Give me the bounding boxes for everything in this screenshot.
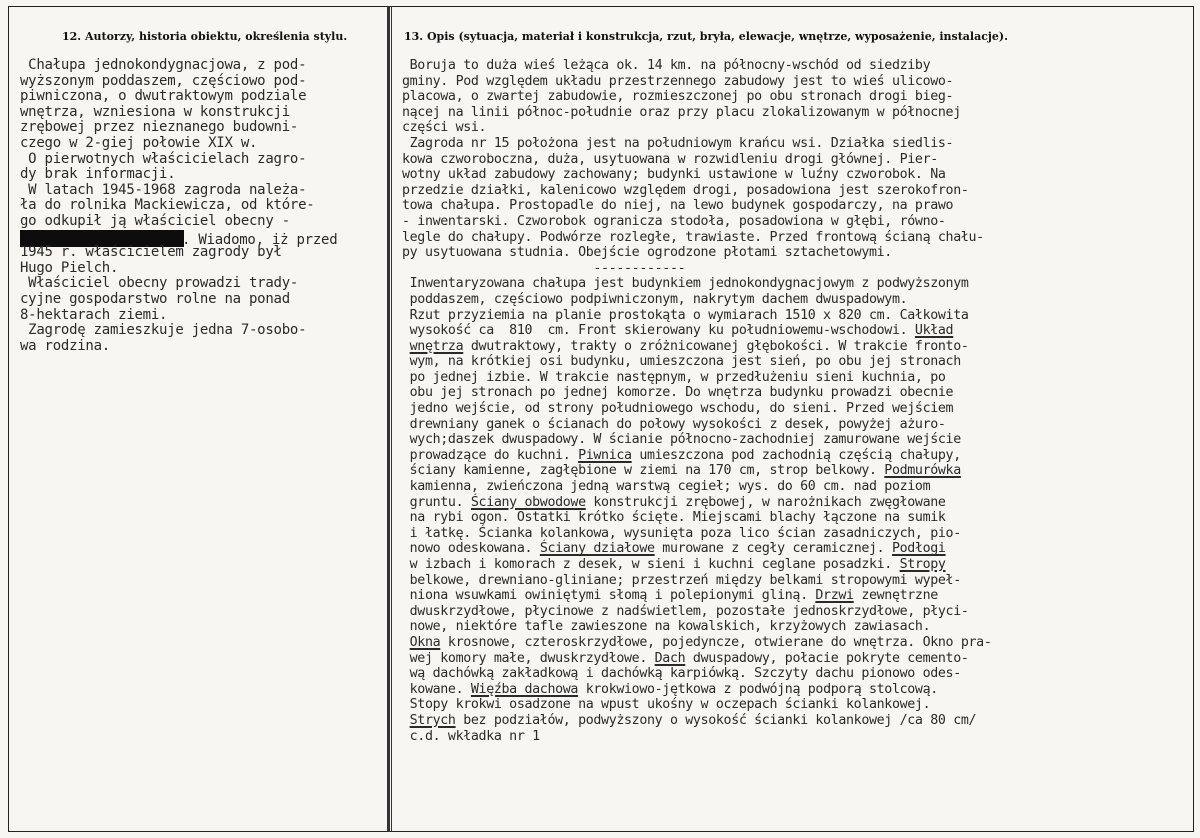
text-segment: i łatkę. Ścianka kolankowa, wysunięta poza lico ścian zasadniczych, pio- <box>402 525 961 541</box>
text-line <box>402 635 1192 651</box>
text-segment: Inwentaryzowana chałupa jest budynkiem jednokondygnacjowym z podwyższonym <box>402 276 969 292</box>
text-line <box>402 339 1192 355</box>
text-line <box>402 619 1192 635</box>
column-divider-inner <box>391 6 392 832</box>
text-line: wnętrza, wzniesiona w konstrukcji <box>20 103 290 120</box>
text-line <box>402 448 1192 464</box>
text-line <box>20 230 382 246</box>
text-segment: niona wsuwkami owiniętymi słomą i polepionymi gliną. <box>402 588 816 604</box>
text-segment: wych;daszek dwuspadowy. W ścianie północno-zachodniej zamurowane wejście <box>402 432 961 448</box>
text-segment: krokwiowo-jętkowa z podwójną podporą stolcową. <box>578 681 938 697</box>
text-segment: nącej na linii północ-południe oraz przy placu zlokalizowanym w północnej <box>402 104 961 120</box>
text-segment: zewnętrzne <box>853 588 938 604</box>
text-segment: wej komory małe, dwuskrzydłowe. <box>402 650 655 666</box>
text-segment: Zagroda nr 15 położona jest na południowym krańcu wsi. Działka siedlis- <box>402 135 954 151</box>
text-line <box>402 370 1192 386</box>
right-section-header: 13. Opis (sytuacja, materiał i konstrukcja, rzut, bryła, elewacje, wnętrze, wyposażenie, instalacje). <box>404 30 1008 43</box>
text-line: Właściciel obecny prowadzi trady- <box>20 275 299 292</box>
text-segment: murowane z cegły ceramicznej. <box>654 541 892 557</box>
text-segment: po jednej izbie. W trakcie następnym, w przedłużeniu sieni kuchnia, po <box>402 369 946 385</box>
text-line <box>402 136 1192 152</box>
text-segment: dwuspadowy, połacie pokryte cemento- <box>685 650 969 666</box>
text-line <box>402 682 1192 698</box>
text-line: dy brak informacji. <box>20 166 176 183</box>
underlined-term: Podłogi <box>891 541 946 557</box>
underlined-term: Ściany działowe <box>539 541 655 557</box>
text-line: 8-hektarach ziemi. <box>20 306 168 323</box>
text-line: O pierwotnych właścicielach zagro- <box>20 150 307 167</box>
text-line <box>402 588 1192 604</box>
underlined-term: Stropy <box>899 557 946 572</box>
underlined-term: Piwnica <box>578 447 632 463</box>
text-line <box>402 604 1192 620</box>
text-line: W latach 1945-1968 zagroda należa- <box>20 181 307 198</box>
text-line <box>402 510 1192 526</box>
text-line <box>402 401 1192 417</box>
text-segment: na rybi ogon. Ostatki krótko ścięte. Miejscami blachy łączone na sumik <box>402 510 946 526</box>
text-line <box>402 463 1192 479</box>
text-line <box>402 74 1192 90</box>
text-segment: poddaszem, częściowo podpiwniczonym, nakrytym dachem dwuspadowym. <box>402 291 908 307</box>
text-line: zrębowej przez nieznanego budowni- <box>20 119 299 136</box>
text-segment: placowa, o zwartej zabudowie, rozmieszczonej po obu stronach drogi bieg- <box>402 89 954 105</box>
text-segment: umieszczona pod zachodnią częścią chałupy, <box>631 447 961 463</box>
text-line <box>402 245 1192 261</box>
underlined-term: Strych <box>409 712 456 728</box>
underlined-term: Układ <box>914 323 954 339</box>
text-segment: wą dachówką zakładkową i dachówką karpiówką. Szczyty dachu pionowo odes- <box>402 666 961 682</box>
text-line <box>402 308 1192 324</box>
text-line <box>402 323 1192 339</box>
text-line <box>402 214 1192 230</box>
text-line <box>402 651 1192 667</box>
left-section-header: 12. Autorzy, historia obiektu, określenia stylu. <box>62 30 348 43</box>
text-line <box>402 198 1192 214</box>
text-segment: ściany kamienne, zagłębione w ziemi na 170 cm, strop belkowy. <box>402 463 885 479</box>
text-segment: konstrukcji zrębowej, w narożnikach zwęgłowane <box>585 494 946 510</box>
text-line: go odkupił ją właściciel obecny - <box>20 212 290 229</box>
text-line <box>402 526 1192 542</box>
text-segment: kamienna, zwieńczona jedną warstwą cegieł; wys. do 60 cm. nad poziom <box>402 479 931 495</box>
text-segment <box>402 635 410 650</box>
text-line <box>402 276 1192 292</box>
text-line <box>402 167 1192 183</box>
text-line <box>402 573 1192 589</box>
text-segment: przedzie działki, kalenicowo względem drogi, posadowiona jest szerokofron- <box>402 182 969 198</box>
text-line <box>402 385 1192 401</box>
underlined-term: Okna <box>409 634 441 650</box>
underlined-term: Ściany obwodowe <box>470 494 586 510</box>
underlined-term: Drzwi <box>815 588 854 604</box>
text-segment: dwutraktowy, trakty o zróżnicowanej głębokości. W trakcie fronto- <box>463 338 969 354</box>
text-segment: nowe, niektóre tafle zawieszone na kowalskich, krzyżowych zawiasach. <box>402 619 931 635</box>
text-line <box>402 120 1192 136</box>
text-segment: Boruja to duża wieś leżąca ok. 14 km. na północny-wschód od siedziby <box>402 58 931 73</box>
text-line: wyższonym poddaszem, częściowo pod- <box>20 72 307 89</box>
text-line: ła do rolnika Mackiewicza, od które- <box>20 197 315 214</box>
text-line <box>402 557 1192 573</box>
text-line <box>402 666 1192 682</box>
text-segment: w izbach i komorach z desek, w sieni i kuchni ceglane posadzki. <box>402 557 900 572</box>
text-line <box>402 89 1192 105</box>
text-segment: dwuskrzydłowe, płycinowe z nadświetlem, pozostałe jednoskrzydłowe, płyci- <box>402 603 969 619</box>
text-line: piwniczona, o dwutraktowym podziale <box>20 88 307 105</box>
text-line <box>402 183 1192 199</box>
text-line <box>402 495 1192 511</box>
text-line <box>402 713 1192 729</box>
text-segment: - inwentarski. Czworobok ogranicza stodoła, posadowiona w głębi, równo- <box>402 213 946 229</box>
text-segment: belkowe, drewniano-gliniane; przestrzeń między belkami stropowymi wypeł- <box>402 572 961 588</box>
text-line: czego w 2-giej połowie XIX w. <box>20 134 258 151</box>
text-line <box>402 354 1192 370</box>
text-line <box>402 697 1192 713</box>
text-line <box>402 230 1192 246</box>
text-line <box>402 292 1192 308</box>
column-divider <box>387 6 390 832</box>
text-line <box>402 432 1192 448</box>
text-line: wa rodzina. <box>20 337 110 354</box>
underlined-term: Podmurówka <box>884 463 961 479</box>
text-segment: ------------ <box>402 260 686 276</box>
text-line: Zagrodę zamieszkuje jedna 7-osobo- <box>20 322 307 339</box>
text-segment: gruntu. <box>402 494 471 510</box>
text-segment: kowa czworoboczna, duża, usytuowana w rozwidleniu drogi głównej. Pier- <box>402 151 938 167</box>
text-segment: wysokość ca 810 cm. Front skierowany ku południowemu-wschodowi. <box>402 323 915 339</box>
text-line: cyjne gospodarstwo rolne na ponad <box>20 290 290 307</box>
text-line <box>402 152 1192 168</box>
description-text <box>402 58 1192 744</box>
text-segment: drewniany ganek o ścianach do połowy wysokości z desek, powyżej ażuro- <box>402 416 946 432</box>
text-segment: py usytuowana studnia. Obejście ogrodzone płotami sztachetowymi. <box>402 245 892 261</box>
text-segment: krosnowe, czteroskrzydłowe, pojedyncze, otwierane do wnętrza. Okno pra- <box>440 634 992 650</box>
underlined-term: wnętrza <box>409 338 464 354</box>
text-line: 1945 r. właścicielem zagrody był <box>20 244 282 261</box>
text-segment: części wsi. <box>402 120 487 136</box>
text-segment: obu jej stronach po jednej komorze. Do wnętrza budynku prowadzi obecnie <box>402 385 954 401</box>
text-segment: Rzut przyziemia na planie prostokąta o wymiarach 1510 x 820 cm. Całkowita <box>402 307 969 323</box>
text-line <box>402 261 1192 277</box>
text-line: Hugo Pielch. <box>20 259 119 276</box>
text-segment: nowo odeskowana. <box>402 541 540 557</box>
text-segment: Stopy krokwi osadzone na wpust ukośny w oczepach ścianki kolankowej. <box>402 697 931 713</box>
text-line: Chałupa jednokondygnacjowa, z pod- <box>20 57 307 73</box>
text-line <box>402 541 1192 557</box>
text-segment <box>402 713 410 728</box>
history-text <box>20 58 382 354</box>
text-segment <box>402 339 410 354</box>
text-line <box>402 58 1192 74</box>
text-segment: c.d. wkładka nr 1 <box>402 728 540 744</box>
text-segment: . Wiadomo, iż przed <box>182 231 338 248</box>
underlined-term: Więźba dachowa <box>470 681 579 697</box>
text-segment: jedno wejście, od strony południowego wschodu, do sieni. Przed wejściem <box>402 401 954 417</box>
text-segment: gminy. Pod względem układu przestrzennego zabudowy jest to wieś ulicowo- <box>402 73 954 89</box>
underlined-term: Dach <box>654 650 686 666</box>
text-segment: kowane. <box>402 681 471 697</box>
text-segment: legle do chałupy. Podwórze rozległe, trawiaste. Przed frontową ścianą chału- <box>402 229 984 245</box>
text-segment: wym, na krótkiej osi budynku, umieszczona jest sień, po obu jej stronach <box>402 354 961 370</box>
text-line <box>402 729 1192 745</box>
text-line <box>402 105 1192 121</box>
text-segment: bez podziałów, podwyższony o wysokość ścianki kolankowej /ca 80 cm/ <box>455 712 977 728</box>
text-line <box>402 479 1192 495</box>
text-segment: prowadzące do kuchni. <box>402 447 579 463</box>
text-segment: towa chałupa. Prostopadle do niej, na lewo budynek gospodarczy, na prawo <box>402 198 954 214</box>
text-segment: wotny układ zabudowy zachowany; budynki ustawione w luźny czworobok. Na <box>402 167 946 183</box>
text-line <box>402 417 1192 433</box>
